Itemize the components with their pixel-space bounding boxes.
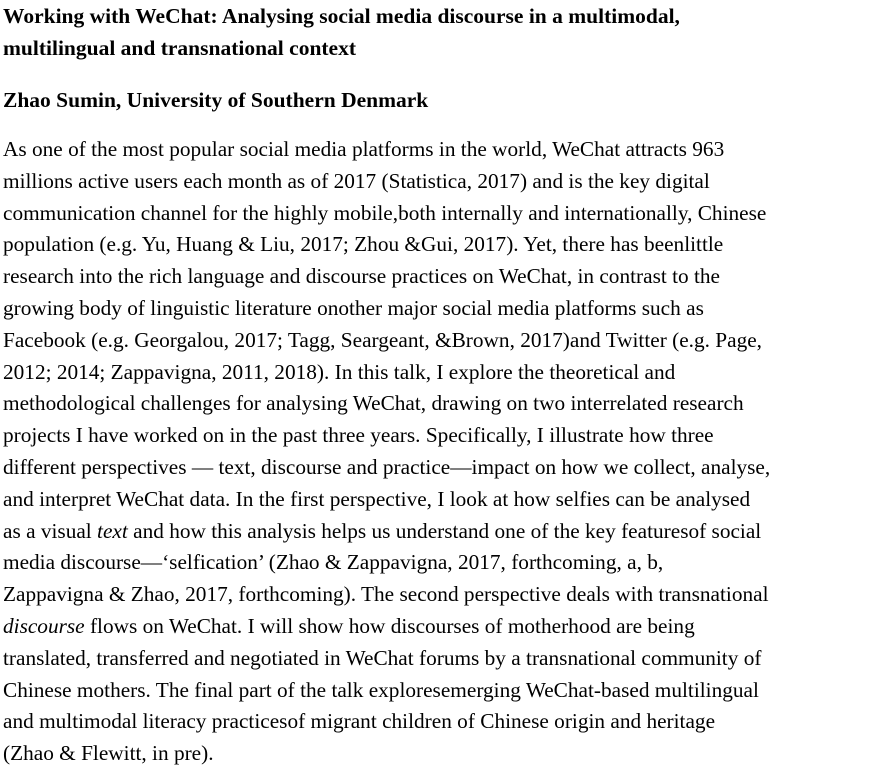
abstract-line: different perspectives — text, discourse and practice—impact on how we collect, analyse, [3,454,771,479]
abstract-line: as a visual text and how this analysis helps us understand one of the key featuresof social [3,518,762,543]
abstract-line: (Zhao & Flewitt, in pre). [3,741,214,766]
abstract-line: Chinese mothers. The final part of the talk exploresemerging WeChat-based multilingual [3,677,759,702]
italic-term-discourse: discourse [3,613,85,638]
abstract-line: communication channel for the highly mobile,both internally and internationally, Chinese [3,200,767,225]
abstract-line: As one of the most popular social media platforms in the world, WeChat attracts 963 [3,137,725,161]
abstract-line: growing body of linguistic literature onother major social media platforms such as [3,295,704,320]
abstract-line: population (e.g. Yu, Huang & Liu, 2017; Zhou &Gui, 2017). Yet, there has beenlittle [3,232,724,257]
italic-term-text: text [97,518,128,543]
author-affiliation: Zhao Sumin, University of Southern Denmark [3,88,429,112]
title-line: multilingual and transnational context [3,36,357,60]
title-line: Working with WeChat: Analysing social media discourse in a multimodal, [3,4,680,28]
document-title [3,0,869,64]
abstract-line: Facebook (e.g. Georgalou, 2017; Tagg, Seargeant, &Brown, 2017)and Twitter (e.g. Page, [3,327,763,352]
abstract-line: translated, transferred and negotiated in WeChat forums by a transnational community of [3,645,762,670]
abstract-line: research into the rich language and discourse practices on WeChat, in contrast to the [3,264,721,289]
abstract-line: Zappavigna & Zhao, 2017, forthcoming). The second perspective deals with transnational [3,582,769,607]
abstract-line: projects I have worked on in the past three years. Specifically, I illustrate how three [3,423,714,448]
abstract-line: media discourse—‘selfication’ (Zhao & Zappavigna, 2017, forthcoming, a, b, [3,550,664,575]
abstract-line: and interpret WeChat data. In the first perspective, I look at how selfies can be analysed [3,486,751,511]
abstract-line: and multimodal literacy practicesof migrant children of Chinese origin and heritage [3,709,716,734]
document-page [3,0,869,770]
abstract-line: 2012; 2014; Zappavigna, 2011, 2018). In this talk, I explore the theoretical and [3,359,676,384]
abstract-line: millions active users each month as of 2017 (Statistica, 2017) and is the key digital [3,168,710,193]
abstract-line: discourse flows on WeChat. I will show how discourses of motherhood are being [3,613,695,638]
abstract-line: methodological challenges for analysing WeChat, drawing on two interrelated research [3,391,744,416]
abstract-body [3,134,869,770]
